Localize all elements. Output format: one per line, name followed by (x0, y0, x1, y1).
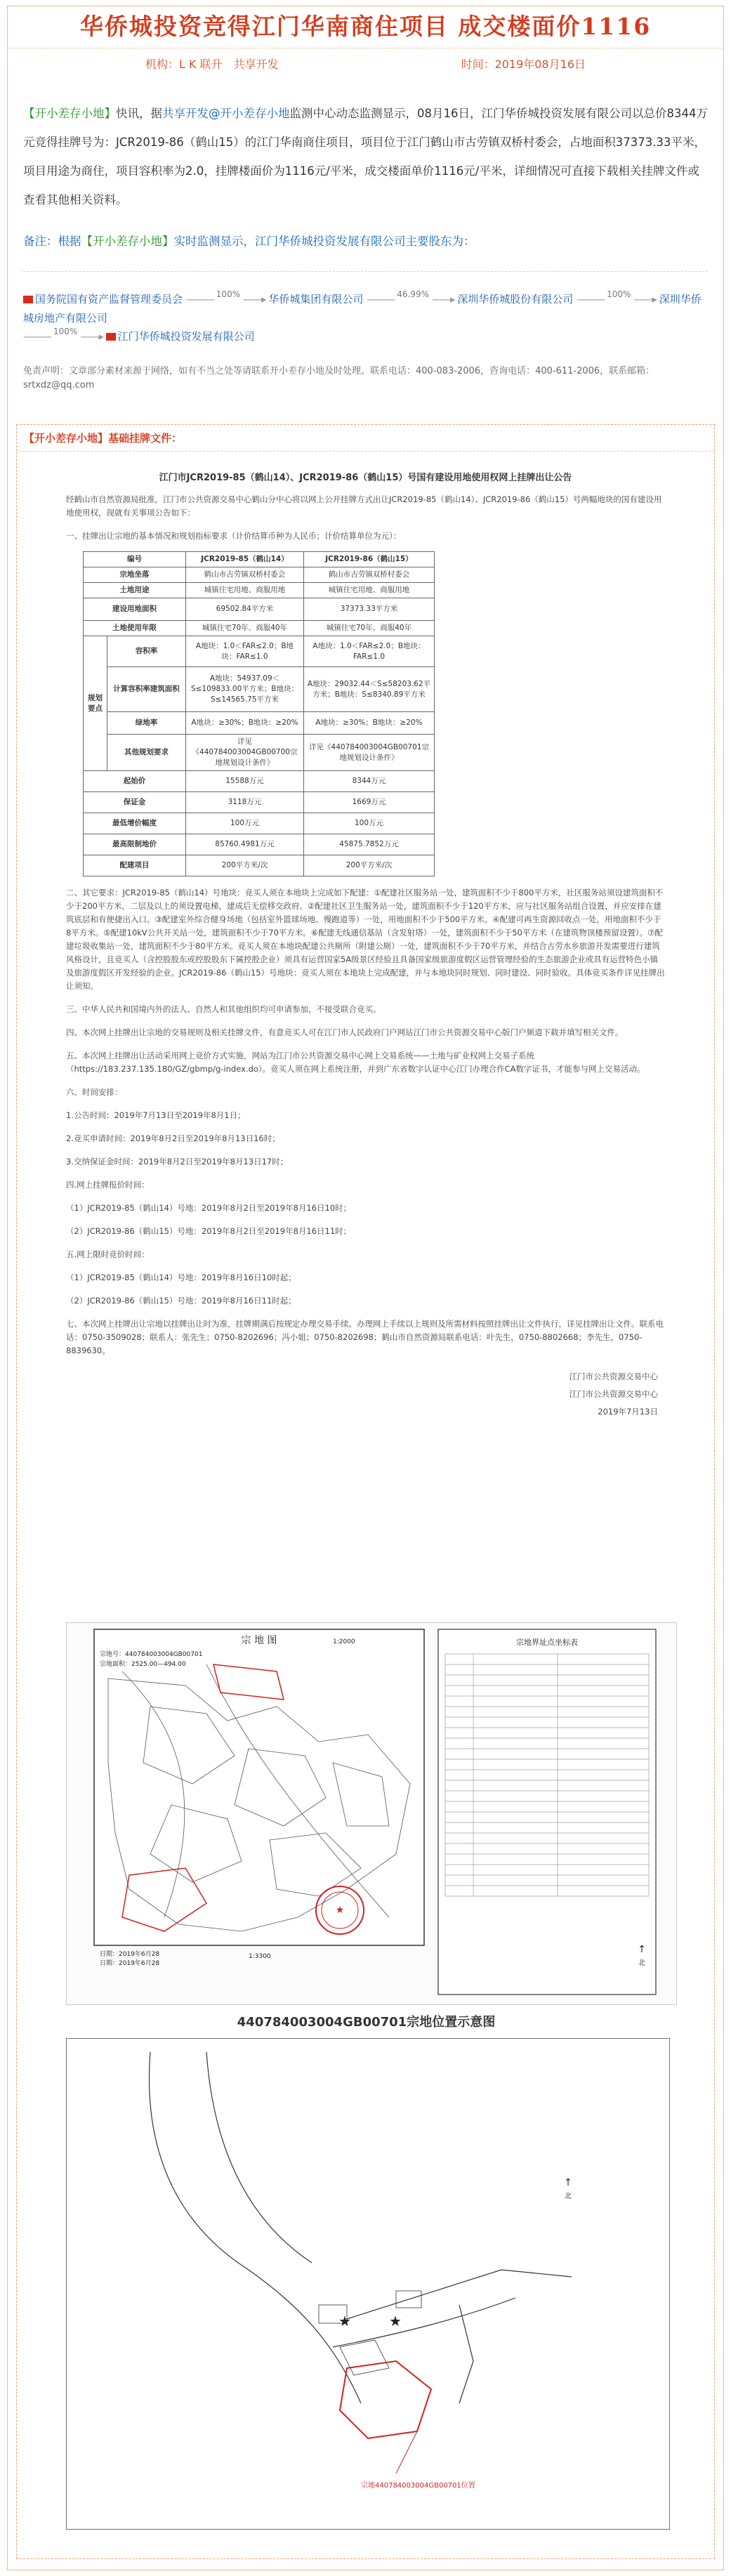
table-row: 最高限制地价 85760.4981万元 45875.7852万元 (84, 834, 435, 855)
notice-heading: 【开小差存小地】基础挂牌文件： (17, 425, 714, 452)
parcel-spec-table: 编号 JCR2019-85（鹤山14） JCR2019-86（鹤山15） 宗地坐落 鹤山市古劳镇双桥村委会 鹤山市古劳镇双桥村委会 土地用途 城镇住宅用地、商服用地 城镇住宅用地、商服用地 建设用地面积 69502.84平方米 37373.33平方米 土地使用年限 城镇住宅70年、商服40年 城镇住宅70年、商服40年 规划要点 容积率 A地块：1.0＜FAR≤2.0；B地块：FAR≤1.0 A地块：1.0＜FAR≤2.0；B地块：FAR≤1.0 计算容积率建筑面积 A地块：54937.09＜S≤109833.00平方米；B地块：S≤14565.75平方米 A地块：29032.44＜S≤58203.62平方米；B地块：S≤8340.89平方米 绿地率 A地块：≥30%；B地块：≥20% A地块：≥30%；B地块：≥20% 其他规划要求 详见《440784003004GB00700宗地规划设计条件》 详见《440784003004GB00701宗地规划设计条件》 起始价 15588万元 8344万元 保证金 3118万元 1669万元 最低增价幅度 100万元 100万元 最高限制地价 85760.4981万元 45875.7852万元 配建项目 200平方米/次 200平方米/次 (83, 551, 435, 876)
svg-text:1:3300: 1:3300 (249, 1953, 271, 1960)
table-row: 宗地坐落 鹤山市古劳镇双桥村委会 鹤山市古劳镇双桥村委会 (84, 567, 435, 583)
organization-label: 机构：L K 联升 共享开发 (145, 57, 279, 71)
source-link[interactable]: 共享开发@开小差存小地 (162, 107, 290, 120)
arrow-icon: ——— (185, 293, 213, 305)
landmark-star-icon: ★ (338, 2313, 351, 2329)
summary-paragraph: 【开小差存小地】快讯，据共享开发@开小差存小地监测中心动态监测显示，08月16日，江门华侨城投资发展有限公司以总价8344万元竞得挂牌号为：JCR2019-86（鹤山15）的江门华南商住项目，项目位于江门鹤山市古劳镇双桥村委会，占地面积37373.33平米，项目用途为商住，项目容积率为2.0，挂牌楼面价为1116元/平米，成交楼面单价1116元/平米，详细情况可直接下载相关挂牌文件或查看其他相关资料。 (23, 107, 708, 206)
table-row: 土地用途 城镇住宅用地、商服用地 城镇住宅用地、商服用地 (84, 583, 435, 598)
svg-text:日期：2019年6月28: 日期：2019年6月28 (100, 1951, 160, 1958)
table-row: 最低增价幅度 100万元 100万元 (84, 813, 435, 834)
table-row: 规划要点 容积率 A地块：1.0＜FAR≤2.0；B地块：FAR≤1.0 A地块：1.0＜FAR≤2.0；B地块：FAR≤1.0 (84, 636, 435, 667)
north-arrow-icon: ↑ (564, 2177, 572, 2188)
north-arrow-icon: ↑ (638, 1944, 646, 1955)
svg-text:宗地界址点坐标表: 宗地界址点坐标表 (516, 1638, 578, 1647)
shareholder-link[interactable]: 深圳华侨城股份有限公司 (457, 293, 574, 305)
table-row: 建设用地面积 69502.84平方米 37373.33平方米 (84, 598, 435, 621)
publish-time: 时间：2019年08月16日 (461, 57, 586, 71)
notice-title: 江门市JCR2019-85（鹤山14）、JCR2019-86（鹤山15）号国有建设用地使用权网上挂牌出让公告 (159, 473, 572, 483)
table-row: 保证金 3118万元 1669万元 (84, 792, 435, 813)
location-map-image (66, 2038, 670, 2530)
equity-chain: 国务院国有资产监督管理委员会 ——— 100% ——▸ 华侨城集团有限公司 ——— 46.99% ——▸ 深圳华侨城股份有限公司 ——— 100% ——▸ 深圳华侨城房地产有限公司 ——— 100% ——▸ 江门华侨城投资发展有限公司 (23, 271, 708, 346)
location-map-title: 440784003004GB00701宗地位置示意图 (237, 2015, 496, 2030)
notice-section: 【开小差存小地】基础挂牌文件： 江门市JCR2019-85（鹤山14）、JCR2019-86（鹤山15）号国有建设用地使用权网上挂牌出让公告 经鹤山市自然资源局批准，江门市公共资源交易中心鹤山分中心将以网上公开挂牌方式出让JCR2019-85（鹤山14）、JCR2019-86（鹤山15）号两幅地块的国有建设用地使用权，现就有关事项公告如下： 一、挂牌出让宗地的基本情况和规划指标要求（计价结算币种为人民币；计价结算单位为元）： 编号 JCR2019-85（鹤山14） JCR2019-86（鹤山15） 宗地坐落 鹤山市古劳镇双桥村委会 鹤山市古劳镇双桥村委会 土地用途 城镇住宅用地、商服用地 城镇住宅用地、商服用地 建设用地面积 69502.84平方米 37373.33平方米 土地使用年限 城镇住宅70年、商服40年 城镇住宅70年、商服40年 规划要点 容积率 A地块：1.0＜FAR≤2.0；B地块：FAR≤1.0 A地块：1.0＜FAR≤2.0；B地块：FAR≤1.0 计算容积率建筑面积 A地块：54937.09＜S≤109833.00平方米；B地块：S≤14565.75平方米 A地块：29032.44＜S≤58203.62平方米；B地块：S≤8340.89平方米 绿地率 A地块：≥30%；B地块：≥20% A地块：≥30%；B地块：≥20% 其他规划要求 详见《440784003004GB00700宗地规划设计条件》 详见《440784003004GB00701宗地规划设计条件》 起始价 15588万元 8344万元 保证金 3118万元 1669万元 最低增价幅度 100万元 100万元 最高限制地价 85760.4981万元 45875.7852万元 配建项目 200平方米/次 200平方米/次 二、其它要求：JCR2019-85（鹤山14）号地块：竞买人须在本地块上完成如下配建：①配建社区服务站一处，建筑面积不少于800平方米，社区服务站须设建筑面积不少于200平方米，二层及以上的须设置电梯，建成后无偿移交政府。②配建社区卫生服务站一处，建筑面积不少于120平方米，应与社区服务站组合设置，并应安排在建筑底层和有便捷出入口。③配建室外综合健身场地（包括室外篮球场地、慢跑道等）一处，用地面积不少于500平方米。④配建可再生资源回收点一处，用地面积不少于8平方米。⑤配建10kV公共开关站一处，建筑面积不少于70平方米。⑥配建无线通信基站（含发射塔）一处，建筑面积不少于50平方米（在建筑物顶楼预留设置）。⑦配建垃圾收集站一处，建筑面积不少于80平方米。竞买人须在本地块配建公共厕所（附建公厕）一处，建筑面积不少于70平方米，并结合古劳水乡旅游开发需要进行建筑风格设计，且竞买人（含控股股东或控股股东下属控股企业）须具有运营国家5A级景区经验且具备国家级旅游度假区运营管理经验的生态旅游企业或具有运营特色小镇及旅游度假区开发经验的企业。JCR2019-86（鹤山15）号地块：竞买人须在本地块上完成配建，并与本地块同时规划、同时建设、同时验收。具体竞买条件详见挂牌出让须知。 三、中华人民共和国境内外的法人、自然人和其他组织均可申请参加，不接受联合竞买。 四、本次网上挂牌出让宗地的交易规则及相关挂牌文件，有意竞买人可在江门市人民政府门户网站江门市公共资源交易中心版门户频道下载并填写相关文件。 五、本次网上挂牌出让活动采用网上竞价方式实施，网站为江门市公共资源交易中心网上交易系统——土地与矿业权网上交易子系统（https://183.237.135.180/GZ/gbmp/g-index.do）。竞买人须在网上系统注册，并到广东省数字认证中心江门办理合作CA数字证书，才能参与网上交易活动。 六、时间安排： 1.公告时间：2019年7月13日至2019年8月1日； 2.竞买申请时间：2019年8月2日至2019年8月13日16时； 3.交纳保证金时间：2019年8月2日至2019年8月13日17时； 四.网上挂牌报价时间： （1）JCR2019-85（鹤山14）号地：2019年8月2日至2019年8月16日10时； （2）JCR2019-86（鹤山15）号地：2019年8月2日至2019年8月16日11时； 五.网上限时竞价时间： （1）JCR2019-85（鹤山14）号地：2019年8月16日10时起； （2）JCR2019-86（鹤山15）号地：2019年8月16日11时起； 七、本次网上挂牌出让宗地以挂牌出让时为准，挂牌期满后按规定办理交易手续。办理网上手续以上规则及所需材料按照挂牌出让文件执行，详见挂牌出让文件。联系电话：0750-3509028；联系人：张先生；0750-8202696；冯小姐；0750-8202698；鹤山市自然资源局联系电话：叶先生，0750-8802668；李先生，0750-8839630。 江门市公共资源交易中心 江门市公共资源交易中心 2019年7月13日 宗 地 图 1:2000 宗地号：440784003004GB00701 宗地面积：2525.00—494.00 ★ 日期：2019年6月28 日期：2019年6月28 1:3300 宗地界址点坐标表 ↑ 北 440784003004GB00701宗地位置示意图 ★ ★ 宗地440784003004GB00701位置 ↑ 北 (16, 424, 715, 2559)
svg-text:北: 北 (638, 1959, 645, 1967)
company-link[interactable]: 江门华侨城投资发展有限公司 (117, 330, 255, 343)
brand-tag-2: 【开小差存小地】 (81, 235, 174, 248)
svg-text:★: ★ (335, 1905, 345, 1916)
plot-map-image (66, 1622, 677, 2005)
landmark-star-icon: ★ (389, 2313, 402, 2329)
table-row: 起始价 15588万元 8344万元 (84, 771, 435, 792)
disclaimer: 免责声明：文章部分素材来源于网络，如有不当之处等请联系开小差存小地及时处理。联系电话：400-083-2006，咨询电话：400-611-2006，联系邮箱：srtxdz@qq.com (23, 366, 655, 390)
map-title: 宗 地 图 (241, 1635, 277, 1646)
article-page (7, 6, 724, 2570)
article-title: 华侨城投资竞得江门华南商住项目 成交楼面价1116 (8, 6, 723, 48)
svg-text:宗地号：440784003004GB00701: 宗地号：440784003004GB00701 (100, 1651, 203, 1658)
table-row: 绿地率 A地块：≥30%；B地块：≥20% A地块：≥30%；B地块：≥20% (84, 712, 435, 735)
flag-icon (106, 333, 116, 341)
table-row: 土地使用年限 城镇住宅70年、商服40年 城镇住宅70年、商服40年 (84, 621, 435, 636)
svg-text:日期：2019年6月28: 日期：2019年6月28 (100, 1960, 160, 1967)
shareholder-link[interactable]: 华侨城集团有限公司 (268, 293, 364, 305)
shareholder-link[interactable]: 国务院国有资产监督管理委员会 (35, 293, 183, 305)
parcel-location-label: 宗地440784003004GB00701位置 (361, 2482, 475, 2490)
article-meta (8, 48, 723, 78)
svg-text:宗地面积：2525.00—494.00: 宗地面积：2525.00—494.00 (100, 1661, 186, 1668)
table-row: 其他规划要求 详见《440784003004GB00700宗地规划设计条件》 详见《440784003004GB00701宗地规划设计条件》 (84, 735, 435, 771)
remark-paragraph: 备注：根据【开小差存小地】实时监测显示，江门华侨城投资发展有限公司主要股东为： (23, 235, 475, 248)
brand-tag: 【开小差存小地】 (23, 107, 116, 120)
svg-text:1:2000: 1:2000 (333, 1638, 355, 1645)
flag-icon (23, 296, 33, 303)
table-row: 配建项目 200平方米/次 200平方米/次 (84, 855, 435, 876)
table-row: 计算容积率建筑面积 A地块：54937.09＜S≤109833.00平方米；B地块：S≤14565.75平方米 A地块：29032.44＜S≤58203.62平方米；B地块：S≤8340.89平方米 (84, 667, 435, 712)
svg-text:北: 北 (565, 2193, 572, 2200)
shareholder-link[interactable]: 深圳华侨城房地产有限公司 (23, 293, 702, 324)
